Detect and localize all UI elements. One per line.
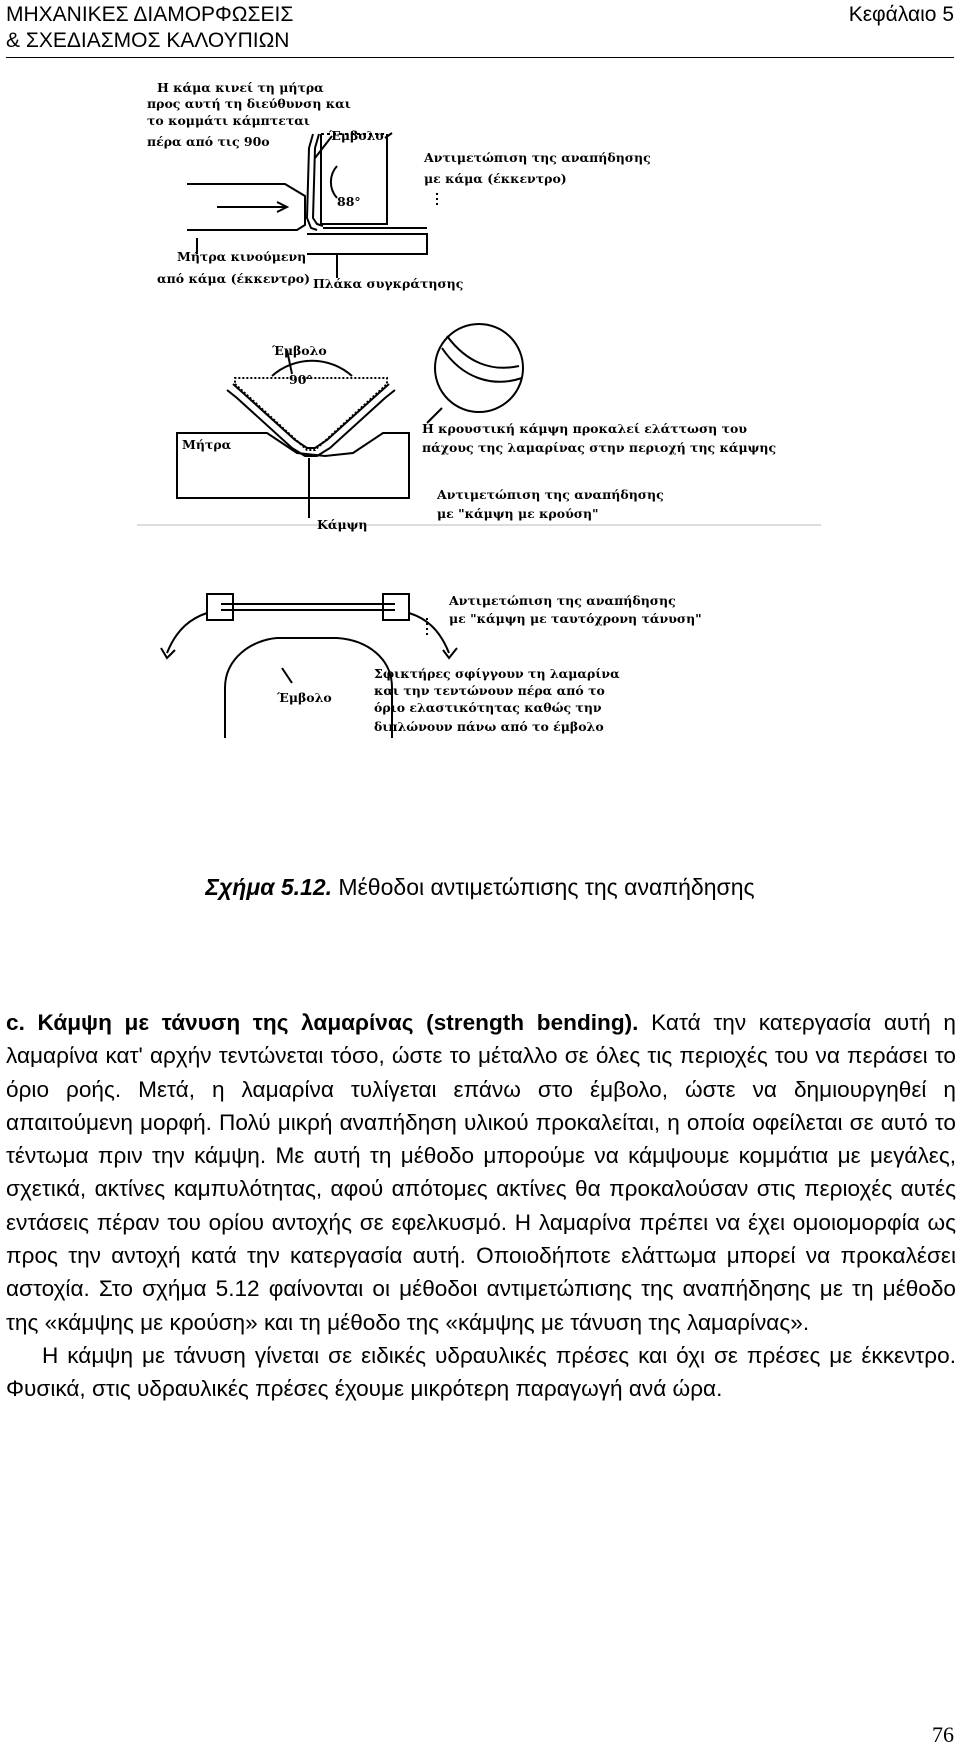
fig-mid-method-label-1: Αντιμετώπιση της αναπήδησης [437,487,664,502]
fig-bot-clamps-label-2: και την τεντώνουν πέρα από το [374,683,605,698]
right-clamp [383,594,409,620]
section-heading: c. Κάμψη με τάνυση της λαμαρίνας (strength bending). [6,1010,639,1035]
paragraph-1-text: Κατά την κατεργασία αυτή η λαμαρίνα κατ' αρχήν τεντώνεται τόσο, ώστε το μέταλλο σε όλες τις περιοχές του να περάσει το όριο ροής. Μετά, η λαμαρίνα τυλίγεται επάνω στο έμβολο, ώστε να δημιουργηθεί η απαιτούμενη μορφή. Πολύ μικρή αναπήδηση υλικού προκαλείται, η οποία οφείλεται σε αυτό το τέντωμα πριν την κάμψη. Με αυτή τη μέθοδο μπορούμε να κάμψουμε κομμάτια με μεγάλες, σχετικά, ακτίνες καμπυλότητας, αφού απότομες ακτίνες θα προκαλούσαν στις περιοχές αυτές εντάσεις πέραν του ορίου αντοχής σε εφελκυσμό. Η λαμαρίνα πρέπει να έχει ομοιομορφία ως προς την αντοχή κατά την κατεργασία αυτή. Οποιοδήποτε ελάττωμα μπορεί να προκαλέσει αστοχία. Στο σχήμα 5.12 φαίνονται οι μέθοδοι αντιμετώπισης της αναπήδησης με τη μέθοδο της «κάμψης με κρούση» και τη μέθοδο της «κάμψης με τάνυση της λαμαρίνας». [6,1010,956,1335]
fig-top-die-label-2: από κάμα (έκκεντρο) [157,271,311,286]
stretch-punch-shape [225,638,392,738]
fig-mid-angle-label: 90° [289,372,313,387]
right-swing-arrow [409,613,449,653]
fig-mid-die-label: Μήτρα [182,437,232,452]
fig-bot-clamps-label-4: διπλώνουν πάνω από το έμβολο [374,719,604,734]
fig-top-angle-label: 88° [337,194,361,209]
fig-top-plate-label: Πλάκα συγκράτησης [313,276,464,291]
paragraph-1 [6,1006,956,1339]
fig-top-cam-label-3: το κομμάτι κάμπτεται [147,113,310,128]
left-clamp [207,594,233,620]
left-swing-arrow [167,613,207,653]
springback-figure [137,78,821,856]
figure-caption-text: Μέθοδοι αντιμετώπισης της αναπήδησης [332,874,755,900]
paragraph-2: Η κάμψη με τάνυση γίνεται σε ειδικές υδραυλικές πρέσες και όχι σε πρέσες με έκκεντρο. Φυσικά, στις υδραυλικές πρέσες έχουμε μικρότερη παραγωγή ανά ώρα. [6,1342,956,1402]
fig-top-cam-label-1: Η κάμα κινεί τη μήτρα [157,80,324,95]
header-title-line2: & ΣΧΕΔΙΑΣΜΟΣ ΚΑΛΟΥΠΙΩΝ [6,29,290,52]
header-chapter: Κεφάλαιο 5 [848,3,954,26]
fig-mid-bend-label: Κάμψη [317,517,368,532]
fig-top-die-label-1: Μήτρα κινούμενη [177,249,307,264]
header-title-line1: ΜΗΧΑΝΙΚΕΣ ΔΙΑΜΟΡΦΩΣΕΙΣ [6,3,294,26]
fig-top-cam-label-4: πέρα από τις 90ο [147,134,270,149]
fig-bot-method-label-1: Αντιμετώπιση της αναπήδησης [449,593,676,608]
stretched-sheet [233,604,383,610]
fig-mid-thin-label-2: πάχους της λαμαρίνας στην περιοχή της κάμψης [422,440,777,455]
punch-v-outline [235,378,387,450]
figure-caption [0,874,960,901]
fig-mid-method-label-2: με "κάμψη με κρούση" [437,506,599,521]
header-left [6,2,293,54]
figure-number: Σχήμα 5.12. [205,874,332,900]
fig-mid-thin-label-1: Η κρουστική κάμψη προκαλεί ελάττωση του [422,421,748,436]
fig-top-method-label-1: Αντιμετώπιση της αναπήδησης [424,150,651,165]
fig-top-punch-label: Έμβολο [329,128,384,143]
fig-top-cam-label-2: προς αυτή τη διεύθυνση και [147,96,351,111]
fig-top-method-label-2: με κάμα (έκκεντρο) [424,171,567,186]
page-number: 76 [932,1722,954,1747]
stretch-punch-leader [282,668,292,683]
fig-bot-clamps-label-1: Σφικτήρες σφίγγουν τη λαμαρίνα [374,666,620,681]
fig-bot-clamps-label-3: όριο ελαστικότητας καθώς την [374,700,602,715]
header-divider [6,57,954,58]
fig-bot-punch-label: Έμβολο [277,690,332,705]
fig-mid-punch-label: Έμβολο [272,343,327,358]
fig-bot-method-label-2: με "κάμψη με ταυτόχρονη τάνυση" [449,611,702,626]
holding-plate-shape [307,234,427,254]
body-text [6,1006,956,1406]
